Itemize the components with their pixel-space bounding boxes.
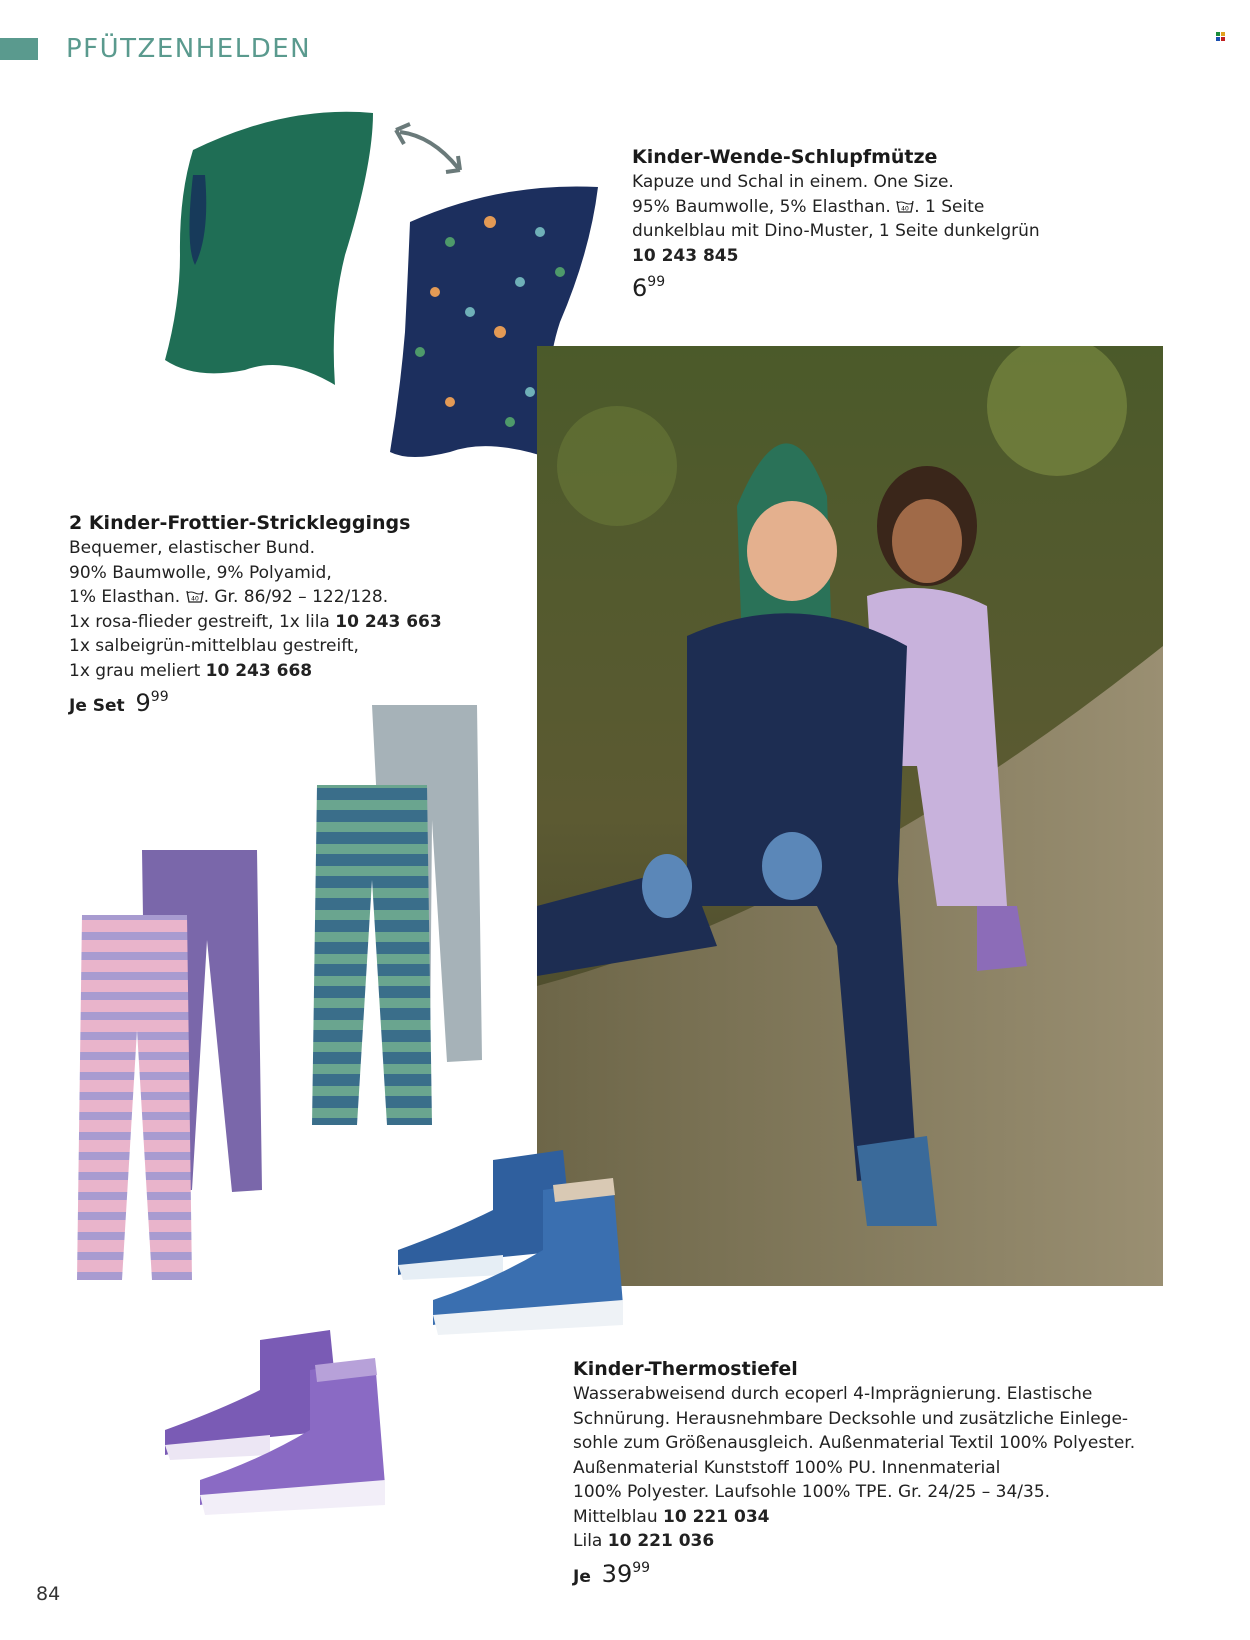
product-boots-variant2 xyxy=(573,1529,1173,1554)
product-hat-sku: 10 243 845 xyxy=(632,245,739,266)
product-leggings-price-cents: 99 xyxy=(150,689,169,705)
product-boots-sku1: 10 221 034 xyxy=(663,1506,770,1527)
product-boots-price-label: Je xyxy=(573,1566,591,1587)
product-leggings-variant2: 1x grau meliert xyxy=(69,660,201,681)
page-title: PFÜTZENHELDEN xyxy=(66,34,312,64)
hat-green-image xyxy=(165,105,380,395)
product-boots-color1: Mittelblau xyxy=(573,1506,658,1527)
product-hat-name: Kinder-Wende-Schlupfmütze xyxy=(632,146,938,168)
product-leggings-name: 2 Kinder-Frottier-Strickleggings xyxy=(69,512,411,534)
wash-symbol-temp: 40 xyxy=(901,205,910,212)
product-hat-price-int: 6 xyxy=(632,274,648,302)
product-leggings-price-label: Je Set xyxy=(69,696,125,716)
product-hat-line3: dunkelblau mit Dino-Muster, 1 Seite dunkelgrün xyxy=(632,221,1040,241)
product-hat-sides: . 1 Seite xyxy=(914,196,985,217)
product-leggings-line1: Bequemer, elastischer Bund. xyxy=(69,538,316,558)
product-leggings-line3 xyxy=(69,585,469,610)
product-leggings-sku1: 10 243 663 xyxy=(335,611,442,632)
product-hat-price-cents: 99 xyxy=(647,274,666,290)
product-leggings-line4 xyxy=(69,610,469,635)
product-boots-line3: sohle zum Größenausgleich. Außenmaterial Textil 100% Polyester. xyxy=(573,1433,1136,1453)
product-boots-color2: Lila xyxy=(573,1531,603,1551)
product-leggings-line2: 90% Baumwolle, 9% Polyamid, xyxy=(69,562,332,583)
product-boots-sku2: 10 221 036 xyxy=(607,1531,715,1551)
page-number: 84 xyxy=(36,1583,61,1605)
header-accent-bar xyxy=(0,38,38,60)
product-leggings-line5: 1x salbeigrün-mittelblau gestreift, xyxy=(69,636,359,656)
wash-40-icon xyxy=(186,589,204,603)
product-leggings-sizes: . Gr. 86/92 – 122/128. xyxy=(203,587,389,607)
swap-arrow-icon xyxy=(392,122,470,180)
kids-outdoor-photo xyxy=(537,346,1163,1286)
product-leggings-variant1: 1x rosa-flieder gestreift, 1x lila xyxy=(69,611,330,632)
product-hat xyxy=(632,146,1112,302)
corner-registration-mark xyxy=(1216,32,1225,41)
product-boots-name: Kinder-Thermostiefel xyxy=(573,1358,798,1380)
product-boots-line2: Schnürung. Herausnehmbare Decksohle und zusätzliche Einlege- xyxy=(573,1408,1129,1429)
product-hat-material: 95% Baumwolle, 5% Elasthan. xyxy=(632,196,891,217)
product-boots-variant1 xyxy=(573,1505,1173,1530)
product-boots-price xyxy=(573,1560,1173,1588)
product-boots-line1: Wasserabweisend durch ecoperl 4-Imprägnierung. Elastische xyxy=(573,1384,1093,1404)
product-leggings xyxy=(69,512,469,717)
product-leggings-line6 xyxy=(69,659,469,684)
wash-symbol-temp: 40 xyxy=(190,595,199,603)
product-leggings-material: 1% Elasthan. xyxy=(69,587,181,607)
wash-40-icon xyxy=(896,199,914,213)
boots-purple-image xyxy=(160,1330,400,1520)
product-boots-line4: Außenmaterial Kunststoff 100% PU. Innenmaterial xyxy=(573,1457,1001,1478)
product-boots-price-int: 39 xyxy=(601,1559,633,1588)
product-boots xyxy=(573,1358,1173,1588)
boots-blue-image xyxy=(393,1150,633,1340)
product-leggings-sku2: 10 243 668 xyxy=(205,660,313,681)
product-boots-line5: 100% Polyester. Laufsohle 100% TPE. Gr. 24/25 – 34/35. xyxy=(573,1482,1051,1502)
product-hat-price xyxy=(632,274,1112,302)
product-hat-line1: Kapuze und Schal in einem. One Size. xyxy=(632,172,954,192)
product-hat-line2 xyxy=(632,195,1112,220)
product-leggings-price-int: 9 xyxy=(135,689,151,717)
product-boots-price-cents: 99 xyxy=(632,1559,651,1576)
